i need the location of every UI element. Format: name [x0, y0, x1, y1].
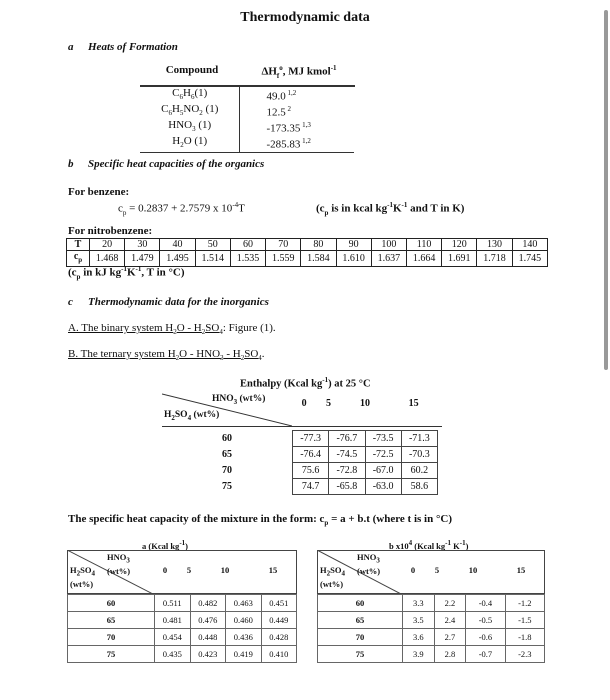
b-h2so4-label: $H_2SO_4$ (wt%): [320, 565, 345, 589]
nb-T-cell: 40: [160, 239, 195, 251]
small-cell: 0.511: [155, 595, 191, 612]
nb-cp-label: $c_p$: [67, 251, 90, 267]
hof-compound: $C_6H_5NO_2$ (1): [140, 103, 240, 119]
nb-cp-cell: 1.479: [125, 251, 160, 267]
small-cell: 0.448: [190, 629, 226, 646]
small-cell: 0.463: [226, 595, 262, 612]
benzene-units: ($c_p$ is in kcal $kg^{-1}K^{-1}$ and T in K): [316, 201, 465, 217]
nb-T-cell: 60: [230, 239, 265, 251]
nb-cp-cell: 1.718: [477, 251, 512, 267]
h2so4-label: $H_2SO_4$ (wt%): [164, 410, 220, 422]
nb-T-cell: 120: [442, 239, 477, 251]
en-row-header: 65: [222, 449, 232, 460]
small-cell: -2.3: [505, 646, 544, 663]
hof-value: -173.35 $^{1,3}$: [266, 121, 311, 135]
small-cell: -1.2: [505, 595, 544, 612]
en-cell: -63.0: [365, 479, 401, 495]
b-table: [317, 539, 545, 669]
nb-cp-cell: 1.514: [195, 251, 230, 267]
en-cell: -74.5: [329, 447, 365, 463]
small-cell: 0.454: [155, 629, 191, 646]
small-row-header: 70: [318, 629, 403, 646]
a-table: [67, 539, 297, 669]
nb-cp-cell: 1.559: [266, 251, 301, 267]
small-col-header: 5: [186, 565, 192, 575]
en-cell: 60.2: [401, 463, 437, 479]
nb-cp-cell: 1.468: [90, 251, 125, 267]
nb-T-cell: 30: [125, 239, 160, 251]
small-cell: -0.4: [466, 595, 505, 612]
small-row-header: 65: [318, 612, 403, 629]
small-cell: 0.481: [155, 612, 191, 629]
benzene-label: For benzene:: [68, 186, 130, 198]
en-cell: 58.6: [401, 479, 437, 495]
small-cell: 0.419: [226, 646, 262, 663]
hof-value: -285.83 $^{1,2}$: [266, 137, 311, 152]
small-cell: -1.5: [505, 612, 544, 629]
hof-value: 12.5 $^2$: [266, 105, 291, 119]
en-row-header: 70: [222, 465, 232, 476]
en-cell: -72.8: [329, 463, 365, 479]
en-col-header: 15: [408, 398, 419, 409]
small-cell: 0.451: [261, 595, 297, 612]
en-cell: 74.7: [293, 479, 329, 495]
small-cell: -1.8: [505, 629, 544, 646]
small-col-header: 0: [162, 565, 168, 575]
b-hno3-label: $HNO_3$ (wt%): [357, 552, 381, 576]
enthalpy-title: Enthalpy (Kcal $kg^{-1}$) at 25 °C: [240, 376, 371, 390]
nb-cp-cell: 1.637: [371, 251, 406, 267]
small-cell: 0.436: [226, 629, 262, 646]
small-cell: 0.482: [190, 595, 226, 612]
nb-T-cell: 70: [266, 239, 301, 251]
small-cell: 0.449: [261, 612, 297, 629]
col-dh: $\Delta H_f^o$, MJ kmol$^{-1}$: [261, 64, 337, 80]
nb-T-label: T: [67, 239, 90, 251]
nb-cp-cell: 1.535: [230, 251, 265, 267]
hof-value: 49.0 $^{1,2}$: [266, 88, 297, 103]
small-row-header: 75: [318, 646, 403, 663]
a-title: a (Kcal $kg^{-1}$): [142, 539, 188, 551]
cp-sentence: The specific heat capacity of the mixture in the form: $c_p = a + b.t$ (where t is in °C): [68, 513, 452, 528]
nb-T-cell: 140: [512, 239, 547, 251]
hof-compound: $HNO_3$ (1): [140, 119, 240, 135]
small-col-header: 10: [468, 565, 478, 575]
small-row-header: 65: [68, 612, 155, 629]
nb-cp-cell: 1.745: [512, 251, 547, 267]
small-row-header: 60: [68, 595, 155, 612]
small-cell: 0.435: [155, 646, 191, 663]
en-cell: -71.3: [401, 431, 437, 447]
small-col-header: 15: [516, 565, 526, 575]
nb-T-cell: 50: [195, 239, 230, 251]
en-cell: -76.7: [329, 431, 365, 447]
en-col-header: 0: [301, 398, 307, 409]
nb-cp-cell: 1.691: [442, 251, 477, 267]
en-cell: -73.5: [365, 431, 401, 447]
col-compound: Compound: [165, 64, 219, 76]
hof-row: [140, 135, 354, 151]
en-col-header: 10: [359, 398, 370, 409]
small-cell: 2.2: [434, 595, 466, 612]
hof-row: [140, 87, 354, 103]
small-cell: 0.428: [261, 629, 297, 646]
nb-T-cell: 110: [406, 239, 441, 251]
en-cell: -67.0: [365, 463, 401, 479]
small-cell: 3.6: [403, 629, 435, 646]
en-cell: -72.5: [365, 447, 401, 463]
small-cell: -0.7: [466, 646, 505, 663]
small-cell: 2.8: [434, 646, 466, 663]
nitrobenzene-units: ($c_p$ in kJ $kg^{-1}K^{-1}$, T in °C): [68, 265, 185, 281]
hno3-label: $HNO_3$ (wt%): [212, 394, 266, 406]
nb-T-cell: 90: [336, 239, 371, 251]
en-cell: 75.6: [293, 463, 329, 479]
nb-cp-cell: 1.610: [336, 251, 371, 267]
nb-cp-cell: 1.495: [160, 251, 195, 267]
en-col-header: 5: [325, 398, 331, 409]
hof-compound: $C_6H_6(1)$: [140, 87, 240, 103]
en-cell: -77.3: [293, 431, 329, 447]
small-col-header: 15: [268, 565, 278, 575]
small-col-header: 10: [220, 565, 230, 575]
small-cell: 0.460: [226, 612, 262, 629]
scrollbar[interactable]: [604, 10, 608, 370]
en-row-header: 75: [222, 481, 232, 492]
small-cell: 0.423: [190, 646, 226, 663]
heats-of-formation-table: [140, 64, 355, 153]
nb-T-cell: 130: [477, 239, 512, 251]
small-cell: 2.7: [434, 629, 466, 646]
section-c-heading: c Thermodynamic data for the inorganics: [68, 296, 269, 308]
small-cell: 0.476: [190, 612, 226, 629]
hof-row: [140, 119, 354, 135]
small-col-header: 5: [434, 565, 440, 575]
small-cell: 3.5: [403, 612, 435, 629]
a-hno3-label: $HNO_3$ (wt%): [107, 552, 131, 576]
benzene-formula: $c_p = 0.2837 + 2.7579$ x $10^{-4}T$: [118, 201, 245, 217]
small-cell: -0.5: [466, 612, 505, 629]
hof-row: [140, 103, 354, 119]
small-row-header: 70: [68, 629, 155, 646]
section-a-heading: a Heats of Formation: [68, 41, 178, 53]
enthalpy-table: [162, 390, 442, 499]
en-row-header: 60: [222, 433, 232, 444]
en-cell: -70.3: [401, 447, 437, 463]
en-cell: -65.8: [329, 479, 365, 495]
small-col-header: 0: [410, 565, 416, 575]
section-b-heading: b Specific heat capacities of the organics: [68, 158, 265, 170]
item-ternary-system: B. The ternary system $H_2O - HNO_3 - H_2SO_4$.: [68, 348, 265, 363]
small-cell: 2.4: [434, 612, 466, 629]
nb-cp-cell: 1.584: [301, 251, 336, 267]
nitrobenzene-table: [66, 238, 548, 267]
nb-T-cell: 100: [371, 239, 406, 251]
small-cell: -0.6: [466, 629, 505, 646]
en-cell: -76.4: [293, 447, 329, 463]
small-cell: 3.3: [403, 595, 435, 612]
a-h2so4-label: $H_2SO_4$ (wt%): [70, 565, 95, 589]
small-row-header: 75: [68, 646, 155, 663]
small-cell: 0.410: [261, 646, 297, 663]
nb-cp-cell: 1.664: [406, 251, 441, 267]
nb-T-cell: 80: [301, 239, 336, 251]
page-title: Thermodynamic data: [240, 10, 370, 25]
nitrobenzene-label: For nitrobenzene:: [68, 225, 153, 237]
small-cell: 3.9: [403, 646, 435, 663]
small-row-header: 60: [318, 595, 403, 612]
nb-T-cell: 20: [90, 239, 125, 251]
item-binary-system: A. The binary system $H_2O - H_2SO_4$: Figure (1).: [68, 322, 276, 337]
hof-compound: $H_2O$ (1): [140, 135, 240, 151]
b-title: b $x10^4$ (Kcal $kg^{-1}$ $K^{-1}$): [389, 539, 469, 551]
